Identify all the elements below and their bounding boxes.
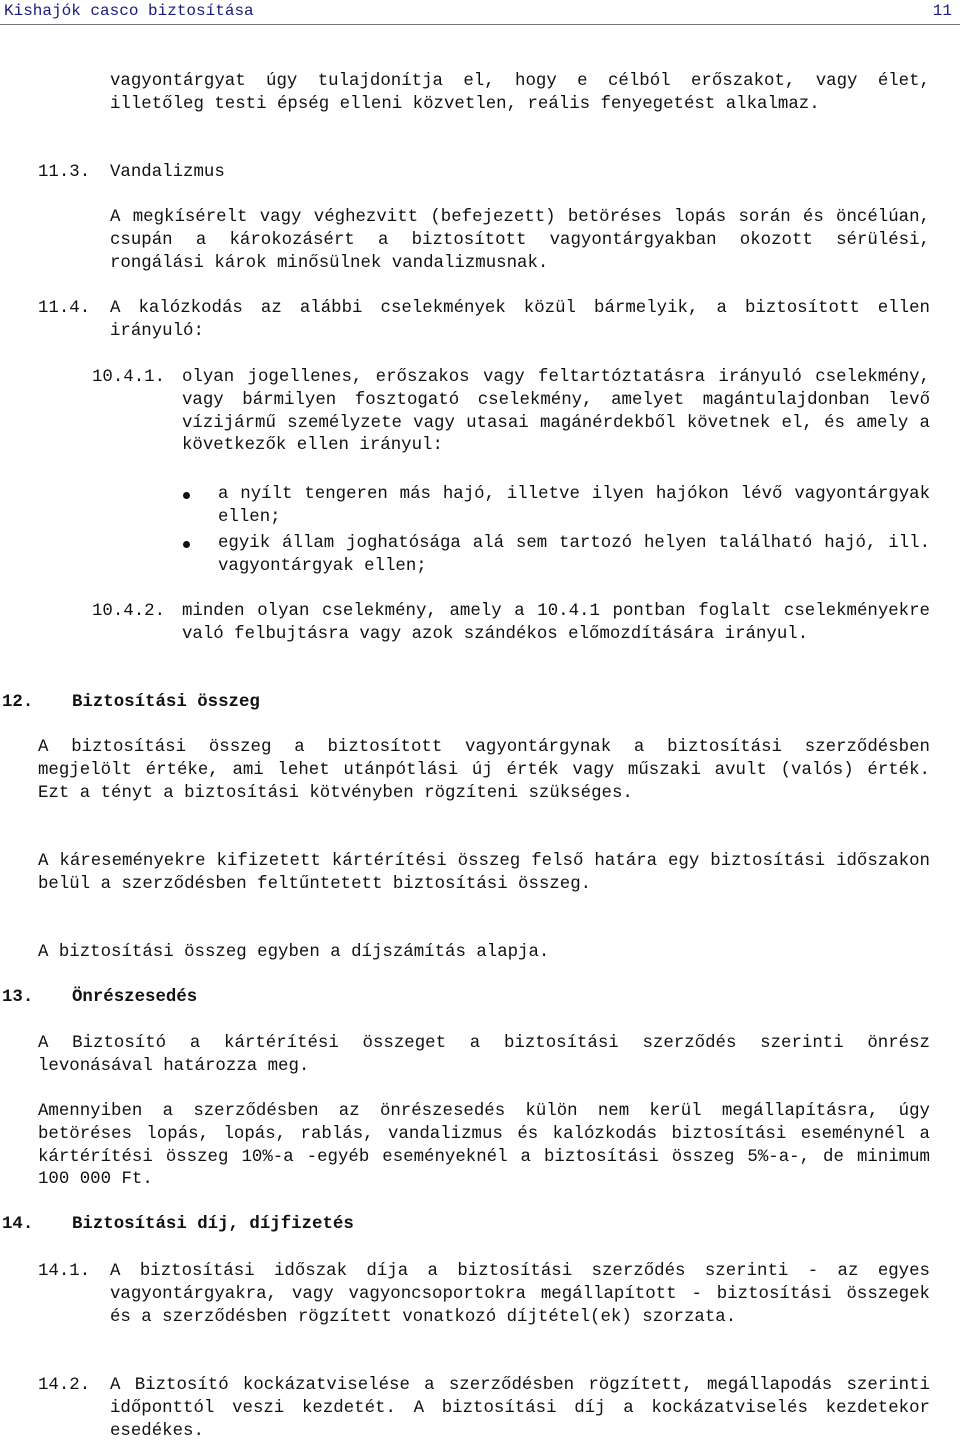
section-11-4-number: 11.4.	[38, 299, 91, 318]
subsection-14-2-text: A Biztosító kockázatviselése a szerződésben rögzített, megállapodás szerinti időponttól veszi kezdetét. A biztosítási díj a kockázatviselés kezdetekor esedékes.	[110, 1376, 930, 1441]
section-12-paragraph: A biztosítási összeg egyben a díjszámítás alapja.	[38, 943, 550, 962]
section-12-title: Biztosítási összeg	[72, 693, 260, 712]
subsection-14-1-number: 14.1.	[38, 1262, 91, 1281]
section-11-2-continuation: vagyontárgyat úgy tulajdonítja el, hogy e célból erőszakot, vagy élet, illetőleg testi épség elleni közvetlen, reális fenyegetést alkalmaz.	[110, 72, 930, 114]
section-13-paragraph: A Biztosító a kártérítési összeget a biztosítási szerződés szerinti önrész levonásával határozza meg.	[38, 1034, 930, 1076]
subsection-14-1-text: A biztosítási időszak díja a biztosítási szerződés szerinti - az egyes vagyontárgyakra, vagy vagyoncsoportokra megállapított - biztosítási összegek és a szerződésben rögzített vonatkozó díjtétel(ek) szorzata.	[110, 1262, 930, 1327]
section-12-number: 12.	[2, 693, 34, 712]
subsection-10-4-2-number: 10.4.2.	[92, 602, 166, 621]
section-12-paragraph: A káreseményekre kifizetett kártérítési összeg felső határa egy biztosítási időszakon belül a szerződésben feltűntetett biztosítási összeg.	[38, 852, 930, 894]
subsection-10-4-2-text: minden olyan cselekmény, amely a 10.4.1 pontban foglalt cselekményekre való felbujtásra vagy azok szándékos előmozdítására irányul.	[182, 602, 930, 644]
section-11-3-number: 11.3.	[38, 163, 91, 182]
section-12-paragraph: A biztosítási összeg a biztosított vagyontárgynak a biztosítási szerződésben megjelölt értéke, ami lehet utánpótlási új érték vagy műszaki avult (valós) érték. Ezt a tényt a biztosítási kötvényben rögzíteni szükséges.	[38, 738, 930, 803]
bullet-item: egyik állam joghatósága alá sem tartozó helyen található hajó, ill. vagyontárgyak ellen;	[218, 534, 930, 576]
section-14-number: 14.	[2, 1215, 34, 1234]
section-13-number: 13.	[2, 988, 34, 1007]
subsection-14-2-number: 14.2.	[38, 1376, 91, 1395]
section-13-paragraph: Amennyiben a szerződésben az önrészesedés külön nem kerül megállapításra, úgy betöréses lopás, lopás, rablás, vandalizmus és kalózkodás biztosítási eseménynél a kártérítési összeg 10%-a -egyéb eseményeknél a biztosítási összeg 5%-a-, de minimum 100 000 Ft.	[38, 1102, 930, 1190]
bullet-icon	[183, 492, 190, 499]
section-11-3-text: A megkísérelt vagy véghezvitt (befejezett) betöréses lopás során és öncélúan, csupán a károkozásért a biztosított vagyontárgyakban okozott sérülési, rongálási károk minősülnek vandalizmusnak.	[110, 208, 930, 273]
section-11-3-title: Vandalizmus	[110, 163, 225, 182]
page-header	[0, 0, 960, 26]
section-11-4-text: A kalózkodás az alábbi cselekmények közül bármelyik, a biztosított ellen irányuló:	[110, 299, 930, 341]
bullet-icon	[183, 541, 190, 548]
bullet-item: a nyílt tengeren más hajó, illetve ilyen hajókon lévő vagyontárgyak ellen;	[218, 485, 930, 527]
page-number: 11	[932, 2, 952, 20]
section-13-title: Önrészesedés	[72, 988, 198, 1007]
subsection-10-4-1-number: 10.4.1.	[92, 368, 166, 387]
document-title: Kishajók casco biztosítása	[4, 2, 254, 20]
section-14-title: Biztosítási díj, díjfizetés	[72, 1215, 354, 1234]
subsection-10-4-1-text: olyan jogellenes, erőszakos vagy feltartóztatásra irányuló cselekmény, vagy bármilyen fosztogató cselekmény, amelyet magántulajdonban levő vízijármű személyzete vagy utasai magánérdekből követnek el, és amely a következők ellen irányul:	[182, 368, 930, 456]
header-divider	[0, 24, 960, 25]
